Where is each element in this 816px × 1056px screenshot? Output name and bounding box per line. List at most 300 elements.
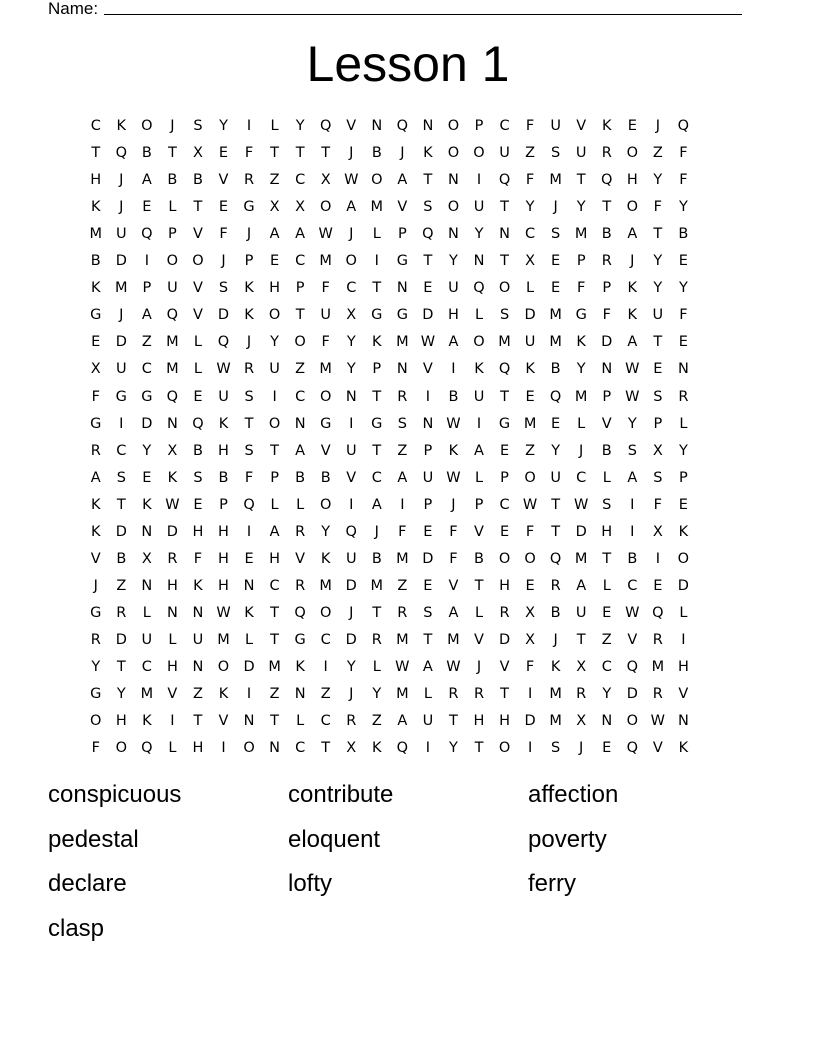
grid-letter: K <box>218 415 229 432</box>
grid-letter: H <box>192 523 204 540</box>
grid-letter: Q <box>396 740 409 757</box>
grid-letter: E <box>499 442 510 459</box>
grid-letter: S <box>653 388 663 405</box>
grid-letter: A <box>627 334 638 351</box>
grid-letter: A <box>627 226 638 243</box>
grid-letter: M <box>498 334 512 351</box>
grid-letter: U <box>550 118 562 134</box>
grid-letter: T <box>270 442 280 459</box>
grid-letter: V <box>90 550 102 567</box>
grid-letter: Y <box>525 199 536 216</box>
grid-letter: T <box>193 199 203 216</box>
grid-letter: A <box>627 469 638 486</box>
page-title: Lesson 1 <box>306 36 510 92</box>
grid-letter: Z <box>525 442 536 459</box>
grid-letter: D <box>626 686 639 703</box>
grid-letter: X <box>90 361 102 378</box>
grid-letter: O <box>115 740 128 757</box>
grid-letter: V <box>499 659 510 675</box>
grid-letter: Y <box>653 172 663 189</box>
grid-letter: K <box>627 280 638 297</box>
grid-letter: J <box>246 226 252 243</box>
grid-letter: N <box>192 659 204 675</box>
grid-letter: E <box>678 253 689 270</box>
grid-letter: M <box>115 280 129 297</box>
grid-letter: C <box>116 442 127 459</box>
grid-letter: F <box>321 280 331 297</box>
grid-letter: E <box>499 523 510 540</box>
grid-letter: C <box>269 577 281 594</box>
grid-letter: B <box>192 172 204 189</box>
grid-letter: Y <box>295 118 306 134</box>
grid-letter: Z <box>141 334 153 351</box>
grid-letter: Q <box>345 523 358 540</box>
grid-letter: D <box>498 631 511 648</box>
grid-letter: H <box>269 550 281 567</box>
grid-letter: J <box>93 577 99 594</box>
grid-letter: A <box>141 172 153 189</box>
grid-letter: K <box>167 469 178 486</box>
grid-letter: I <box>400 496 405 513</box>
grid-letter: Y <box>346 334 357 351</box>
grid-letter: H <box>192 740 204 757</box>
grid-letter: M <box>396 631 410 648</box>
grid-letter: C <box>295 740 306 757</box>
grid-letter: K <box>244 280 255 297</box>
grid-letter: O <box>626 713 639 730</box>
grid-letter: T <box>500 388 510 405</box>
grid-letter: X <box>576 713 587 730</box>
grid-letter: Y <box>219 118 229 134</box>
grid-letter: V <box>474 631 485 648</box>
grid-letter: L <box>296 496 305 513</box>
grid-letter: T <box>500 686 510 703</box>
grid-letter: F <box>525 172 535 189</box>
grid-letter: B <box>627 550 638 567</box>
grid-letter: R <box>371 631 383 648</box>
grid-letter: T <box>270 145 280 162</box>
grid-letter: E <box>193 496 204 513</box>
grid-letter: D <box>575 523 588 540</box>
grid-letter: X <box>269 199 281 216</box>
grid-letter: O <box>141 118 154 134</box>
grid-letter: C <box>141 361 153 378</box>
grid-letter: H <box>677 659 690 675</box>
grid-letter: F <box>449 523 459 540</box>
grid-letter: U <box>345 550 358 567</box>
grid-letter: S <box>193 469 204 486</box>
grid-letter: Q <box>626 740 639 757</box>
grid-letter: K <box>218 686 229 703</box>
grid-letter: H <box>473 713 485 730</box>
grid-letter: X <box>141 550 153 567</box>
grid-letter: E <box>551 280 561 297</box>
grid-letter: I <box>527 686 533 703</box>
grid-letter: I <box>527 740 533 757</box>
grid-letter: P <box>270 469 280 486</box>
grid-letter: Q <box>549 388 562 405</box>
grid-letter: T <box>500 253 510 270</box>
grid-letter: U <box>473 388 485 405</box>
grid-letter: H <box>218 577 230 594</box>
grid-letter: J <box>170 118 176 134</box>
grid-letter: R <box>167 550 178 567</box>
grid-letter: C <box>320 713 332 730</box>
grid-letter: L <box>372 659 382 675</box>
grid-letter: A <box>397 469 408 486</box>
grid-letter: M <box>549 686 563 703</box>
grid-letter: J <box>579 442 584 459</box>
grid-letter: Z <box>397 577 408 594</box>
grid-letter: S <box>116 469 127 486</box>
grid-letter: K <box>372 334 383 351</box>
grid-letter: W <box>395 659 411 675</box>
grid-letter: V <box>167 686 178 703</box>
grid-letter: M <box>217 631 231 648</box>
grid-letter: J <box>655 118 661 134</box>
grid-letter: J <box>476 659 482 675</box>
grid-letter: T <box>295 145 306 162</box>
grid-letter: O <box>192 253 205 270</box>
grid-letter: W <box>420 334 436 351</box>
grid-letter: H <box>269 280 281 297</box>
grid-letter: O <box>498 280 511 297</box>
grid-letter: Y <box>91 659 101 675</box>
grid-letter: E <box>627 118 638 134</box>
grid-letter: E <box>551 415 561 432</box>
grid-letter: J <box>374 523 380 540</box>
grid-letter: Z <box>269 172 281 189</box>
grid-letter: G <box>90 415 102 432</box>
grid-letter: L <box>142 604 152 621</box>
grid-letter: D <box>601 334 613 351</box>
word-list-item: declare <box>48 870 127 897</box>
grid-letter: O <box>345 253 358 270</box>
grid-letter: T <box>321 145 331 162</box>
name-label: Name: <box>48 0 99 18</box>
grid-letter: M <box>549 172 563 189</box>
grid-letter: W <box>344 172 359 189</box>
grid-letter: K <box>576 334 587 351</box>
grid-letter: B <box>601 442 613 459</box>
grid-letter: I <box>655 550 661 567</box>
grid-letter: K <box>142 496 153 513</box>
grid-letter: E <box>142 199 152 216</box>
grid-letter: S <box>551 226 561 243</box>
grid-letter: W <box>522 496 538 513</box>
grid-letter: F <box>91 740 101 757</box>
grid-letter: N <box>677 713 690 730</box>
grid-letter: M <box>523 415 537 432</box>
grid-letter: R <box>346 713 357 730</box>
grid-letter: R <box>397 388 408 405</box>
grid-letter: F <box>244 145 254 162</box>
grid-letter: S <box>397 415 408 432</box>
grid-letter: N <box>166 604 179 621</box>
grid-letter: L <box>168 199 177 216</box>
grid-letter: T <box>602 199 612 216</box>
grid-letter: W <box>446 659 462 675</box>
grid-letter: T <box>602 550 612 567</box>
grid-letter: Q <box>396 118 409 134</box>
grid-letter: O <box>524 469 537 486</box>
grid-letter: I <box>630 496 635 513</box>
word-list-item: affection <box>528 781 619 808</box>
grid-letter: H <box>166 659 179 675</box>
grid-letter: N <box>294 686 307 703</box>
grid-letter: H <box>447 307 460 324</box>
grid-letter: B <box>116 550 127 567</box>
grid-letter: R <box>397 604 408 621</box>
grid-letter: I <box>246 686 252 703</box>
grid-letter: V <box>627 631 638 648</box>
grid-letter: O <box>319 199 332 216</box>
grid-letter: V <box>346 469 357 486</box>
grid-letter: Q <box>601 172 613 189</box>
grid-letter: Q <box>422 226 435 243</box>
grid-letter: I <box>323 659 329 675</box>
grid-letter: P <box>474 496 484 513</box>
grid-letter: R <box>244 172 255 189</box>
grid-letter: U <box>473 199 485 216</box>
grid-letter: K <box>678 740 689 757</box>
grid-letter: H <box>626 172 639 189</box>
grid-letter: T <box>653 334 663 351</box>
grid-letter: F <box>321 334 331 351</box>
grid-letter: U <box>422 713 434 730</box>
grid-letter: I <box>221 740 227 757</box>
grid-letter: N <box>499 226 511 243</box>
grid-letter: V <box>576 118 587 134</box>
grid-letter: T <box>576 631 587 648</box>
grid-letter: M <box>140 686 154 703</box>
grid-letter: Y <box>142 442 152 459</box>
grid-letter: T <box>474 740 484 757</box>
grid-letter: Q <box>243 496 256 513</box>
grid-letter: J <box>579 740 584 757</box>
grid-letter: P <box>602 280 612 297</box>
grid-letter: Q <box>652 604 665 621</box>
grid-letter: A <box>269 226 281 243</box>
grid-letter: E <box>653 577 663 594</box>
grid-letter: Y <box>321 523 331 540</box>
grid-letter: U <box>218 388 230 405</box>
grid-letter: A <box>448 604 459 621</box>
grid-letter: F <box>525 118 535 134</box>
grid-letter: N <box>192 604 204 621</box>
grid-letter: S <box>551 145 561 162</box>
grid-letter: O <box>268 307 281 324</box>
grid-letter: C <box>295 388 306 405</box>
grid-letter: T <box>551 496 561 513</box>
grid-letter: Q <box>166 307 179 324</box>
grid-letter: S <box>244 388 255 405</box>
grid-letter: I <box>246 523 252 540</box>
grid-letter: E <box>218 199 229 216</box>
grid-letter: O <box>371 172 383 189</box>
grid-letter: K <box>90 199 101 216</box>
grid-letter: T <box>295 307 306 324</box>
grid-letter: A <box>448 334 459 351</box>
grid-letter: V <box>422 361 434 378</box>
grid-letter: W <box>216 361 232 378</box>
grid-letter: J <box>119 307 124 324</box>
grid-letter: N <box>448 226 460 243</box>
grid-letter: V <box>678 686 689 703</box>
grid-letter: V <box>474 523 485 540</box>
grid-letter: N <box>422 415 434 432</box>
grid-letter: B <box>550 604 562 621</box>
grid-letter: L <box>602 577 612 594</box>
grid-letter: R <box>90 631 102 648</box>
grid-letter: D <box>115 631 128 648</box>
grid-letter: N <box>294 415 307 432</box>
grid-letter: M <box>166 361 180 378</box>
grid-letter: I <box>425 388 431 405</box>
grid-letter: O <box>473 145 486 162</box>
grid-letter: M <box>651 659 665 675</box>
word-list-item: conspicuous <box>48 781 182 808</box>
grid-letter: O <box>498 740 511 757</box>
grid-letter: C <box>141 659 153 675</box>
grid-letter: L <box>423 686 433 703</box>
grid-letter: E <box>423 523 433 540</box>
grid-letter: G <box>371 307 383 324</box>
grid-letter: N <box>269 740 281 757</box>
grid-letter: K <box>193 577 204 594</box>
grid-letter: C <box>627 577 638 594</box>
grid-letter: Z <box>295 361 306 378</box>
grid-letter: Z <box>525 145 536 162</box>
grid-letter: K <box>116 118 127 134</box>
grid-letter: O <box>166 253 179 270</box>
grid-letter: M <box>166 334 180 351</box>
grid-letter: D <box>166 523 179 540</box>
grid-letter: P <box>244 253 254 270</box>
grid-letter: L <box>193 334 203 351</box>
grid-letter: F <box>525 523 535 540</box>
grid-letter: F <box>577 280 586 297</box>
grid-letter: T <box>372 604 382 621</box>
name-line <box>48 0 748 20</box>
grid-letter: Y <box>449 740 459 757</box>
grid-letter: Y <box>576 361 587 378</box>
grid-letter: P <box>653 415 663 432</box>
grid-letter: Q <box>141 226 154 243</box>
grid-letter: W <box>318 226 334 243</box>
grid-letter: U <box>141 631 153 648</box>
grid-letter: U <box>448 280 460 297</box>
grid-letter: Q <box>319 118 332 134</box>
grid-letter: J <box>119 172 124 189</box>
grid-letter: N <box>141 577 153 594</box>
grid-letter: Q <box>166 388 179 405</box>
grid-letter: L <box>296 713 305 730</box>
grid-letter: F <box>653 496 663 513</box>
grid-letter: R <box>576 686 587 703</box>
word-list-item: pedestal <box>48 825 139 853</box>
grid-letter: X <box>652 442 664 459</box>
grid-letter: J <box>400 145 405 162</box>
grid-letter: U <box>115 226 128 243</box>
grid-letter: Q <box>294 604 307 621</box>
grid-letter: W <box>625 604 640 621</box>
grid-letter: B <box>167 172 178 189</box>
word-list-item: eloquent <box>288 825 381 853</box>
grid-letter: O <box>498 550 511 567</box>
grid-letter: D <box>115 523 128 540</box>
grid-letter: A <box>295 226 306 243</box>
grid-letter: K <box>678 523 689 540</box>
grid-letter: O <box>294 334 307 351</box>
grid-letter: A <box>346 199 357 216</box>
grid-letter: T <box>372 442 382 459</box>
grid-letter: Z <box>116 577 127 594</box>
grid-letter: U <box>192 631 204 648</box>
grid-letter: N <box>371 118 383 134</box>
grid-letter: Y <box>678 199 689 216</box>
grid-letter: I <box>476 172 482 189</box>
grid-letter: Y <box>346 361 357 378</box>
grid-letter: Y <box>449 253 459 270</box>
grid-letter: X <box>295 199 306 216</box>
grid-letter: C <box>371 469 383 486</box>
grid-letter: G <box>90 307 102 324</box>
grid-letter: P <box>602 388 612 405</box>
grid-letter: E <box>218 145 229 162</box>
grid-letter: L <box>474 469 484 486</box>
grid-letter: N <box>601 713 613 730</box>
grid-letter: B <box>371 550 383 567</box>
grid-letter: E <box>244 550 255 567</box>
grid-letter: L <box>679 415 688 432</box>
grid-letter: C <box>320 631 332 648</box>
grid-letter: K <box>90 280 101 297</box>
grid-letter: M <box>370 199 384 216</box>
grid-letter: E <box>551 253 561 270</box>
grid-letter: X <box>525 253 536 270</box>
grid-letter: E <box>602 740 612 757</box>
grid-letter: U <box>652 307 664 324</box>
grid-letter: F <box>219 226 229 243</box>
word-list-item: clasp <box>48 914 105 942</box>
grid-letter: J <box>553 631 559 648</box>
grid-letter: L <box>270 118 280 134</box>
grid-letter: C <box>525 226 536 243</box>
grid-letter: R <box>601 145 613 162</box>
grid-letter: V <box>397 199 408 216</box>
grid-letter: A <box>397 713 408 730</box>
grid-letter: A <box>422 659 434 675</box>
grid-letter: N <box>677 361 690 378</box>
grid-letter: Z <box>652 145 664 162</box>
grid-letter: C <box>576 469 587 486</box>
grid-letter: R <box>116 604 127 621</box>
grid-letter: X <box>167 442 178 459</box>
grid-letter: O <box>90 713 102 730</box>
grid-letter: J <box>553 199 559 216</box>
grid-letter: M <box>268 659 282 675</box>
grid-letter: P <box>474 118 484 134</box>
grid-letter: N <box>396 361 409 378</box>
grid-letter: T <box>576 172 587 189</box>
grid-letter: C <box>601 659 613 675</box>
grid-letter: N <box>448 172 460 189</box>
grid-letter: Y <box>653 280 663 297</box>
grid-letter: V <box>192 280 204 297</box>
grid-letter: D <box>524 307 537 324</box>
grid-letter: D <box>677 577 690 594</box>
